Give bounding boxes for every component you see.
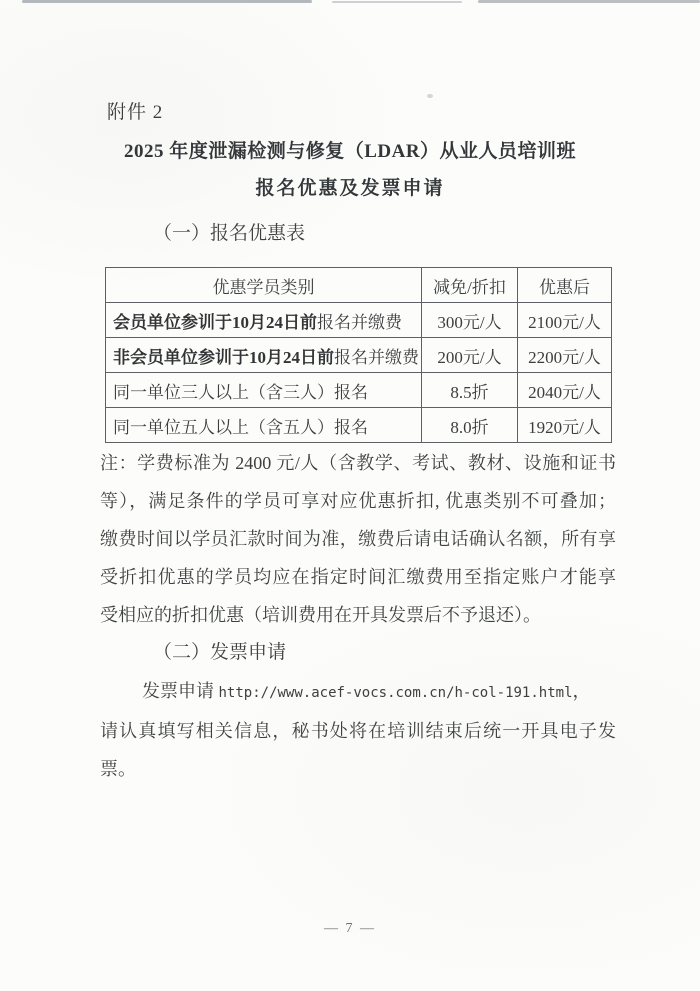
page-number: — 7 —	[324, 921, 376, 936]
category-rest: 同一单位五人以上（含五人）报名	[113, 417, 368, 437]
invoice-paragraph-line: 票。	[100, 759, 136, 779]
section-heading-invoice-application: （二）发票申请	[153, 642, 287, 663]
cell-category	[106, 303, 422, 338]
section-heading-registration-discount: （一）报名优惠表	[153, 223, 306, 244]
category-emphasis: 会员单位参训于10月24日前	[113, 312, 317, 332]
invoice-paragraph-line	[100, 672, 616, 712]
attachment-label: 附件 2	[107, 102, 164, 123]
invoice-paragraph-line: 请认真填写相关信息，秘书处将在培训结束后统一开具电子发	[100, 721, 616, 741]
document-title-line1: 2025 年度泄漏检测与修复（LDAR）从业人员培训班	[123, 141, 577, 162]
cell-category	[106, 338, 422, 373]
category-rest: 报名并缴费	[317, 312, 402, 332]
table-header-row	[106, 268, 612, 303]
document-title-line2: 报名优惠及发票申请	[255, 178, 445, 199]
scan-artifact-speck	[427, 94, 433, 98]
column-header-price-after: 优惠后	[518, 268, 612, 303]
category-rest: 报名并缴费	[334, 347, 419, 367]
cell-price-after: 1920元/人	[518, 408, 612, 443]
note-line: 注：学费标准为 2400 元/人（含教学、考试、教材、设施和证书	[100, 453, 616, 473]
column-header-category: 优惠学员类别	[106, 268, 422, 303]
category-rest: 同一单位三人以上（含三人）报名	[113, 382, 368, 402]
cell-price-after: 2100元/人	[518, 303, 612, 338]
cell-discount: 8.0折	[422, 408, 518, 443]
cell-category	[106, 373, 422, 408]
table-row	[106, 373, 612, 408]
cell-discount: 300元/人	[422, 303, 518, 338]
cell-price-after: 2040元/人	[518, 373, 612, 408]
table-row	[106, 303, 612, 338]
invoice-application-url: http://www.acef-vocs.com.cn/h-col-191.html	[218, 685, 573, 701]
invoice-text-prefix: 发票申请	[142, 681, 219, 701]
note-line: 缴费时间以学员汇款时间为准，缴费后请电话确认名额，所有享	[100, 529, 616, 549]
discount-table	[105, 267, 612, 443]
scan-artifact-streak	[478, 0, 700, 3]
table-row	[106, 408, 612, 443]
cell-discount: 8.5折	[422, 373, 518, 408]
scan-artifact-streak	[22, 0, 312, 3]
note-line: 等），满足条件的学员可享对应优惠折扣, 优惠类别不可叠加；	[100, 491, 616, 511]
body-text-block	[100, 444, 616, 788]
note-line: 受折扣优惠的学员均应在指定时间汇缴费用至指定账户才能享	[100, 567, 616, 587]
scan-artifact-streak	[332, 1, 462, 3]
table-row	[106, 338, 612, 373]
invoice-text-suffix: ，	[572, 681, 591, 701]
cell-category	[106, 408, 422, 443]
note-line: 受相应的折扣优惠（培训费用在开具发票后不予退还）。	[100, 605, 541, 625]
column-header-discount: 减免/折扣	[422, 268, 518, 303]
cell-price-after: 2200元/人	[518, 338, 612, 373]
category-emphasis: 非会员单位参训于10月24日前	[113, 347, 334, 367]
cell-discount: 200元/人	[422, 338, 518, 373]
